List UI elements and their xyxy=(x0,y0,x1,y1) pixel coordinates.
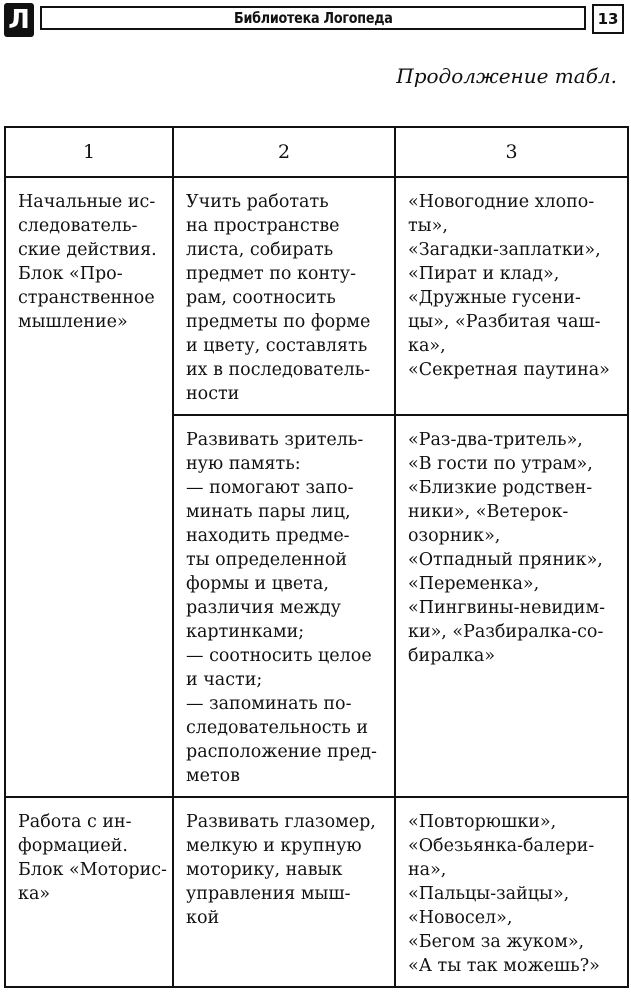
column-header-2: 2 xyxy=(173,127,395,177)
goal-cell: Развивать глазомер, мелкую и крупную моторику, навык управления мыш- кой xyxy=(173,797,395,987)
table-row xyxy=(5,797,628,987)
table-continuation-note: Продолжение табл. xyxy=(396,64,617,88)
games-cell: «Новогодние хлопо- ты», «Загадки-заплатки», «Пират и клад», «Дружные гусени- цы», «Разбитая чаш- ка», «Секретная паутина» xyxy=(395,177,628,415)
column-header-1: 1 xyxy=(5,127,173,177)
series-logo: Л xyxy=(4,3,34,37)
activities-table xyxy=(4,126,629,988)
games-cell: «Повторюшки», «Обезьянка-балери- на», «Пальцы-зайцы», «Новосел», «Бегом за жуком», «А ты так можешь?» xyxy=(395,797,628,987)
table-row xyxy=(5,177,628,415)
page-number: 13 xyxy=(592,4,624,34)
column-header-3: 3 xyxy=(395,127,628,177)
series-title: Библиотека Логопеда xyxy=(40,6,586,30)
goal-cell: Развивать зритель- ную память: — помогают запо- минать пары лиц, находить предме- ты определенной формы и цвета, различия между картинками; — соотносить целое и части; — запоминать по- следовательность и расположение пред- метов xyxy=(173,415,395,797)
table-header-row xyxy=(5,127,628,177)
block-cell: Начальные ис- следователь- ские действия. Блок «Про- странственное мышление» xyxy=(5,177,173,797)
page-header xyxy=(0,0,631,40)
games-cell: «Раз-два-тритель», «В гости по утрам», «Близкие родствен- ники», «Ветерок- озорник», «Отпадный пряник», «Переменка», «Пингвины-невидим- ки», «Разбиралка-со- биралка» xyxy=(395,415,628,797)
goal-cell: Учить работать на пространстве листа, собирать предмет по конту- рам, соотносить предметы по форме и цвету, составлять их в последователь- ности xyxy=(173,177,395,415)
block-cell: Работа с ин- формацией. Блок «Моторис- ка» xyxy=(5,797,173,987)
